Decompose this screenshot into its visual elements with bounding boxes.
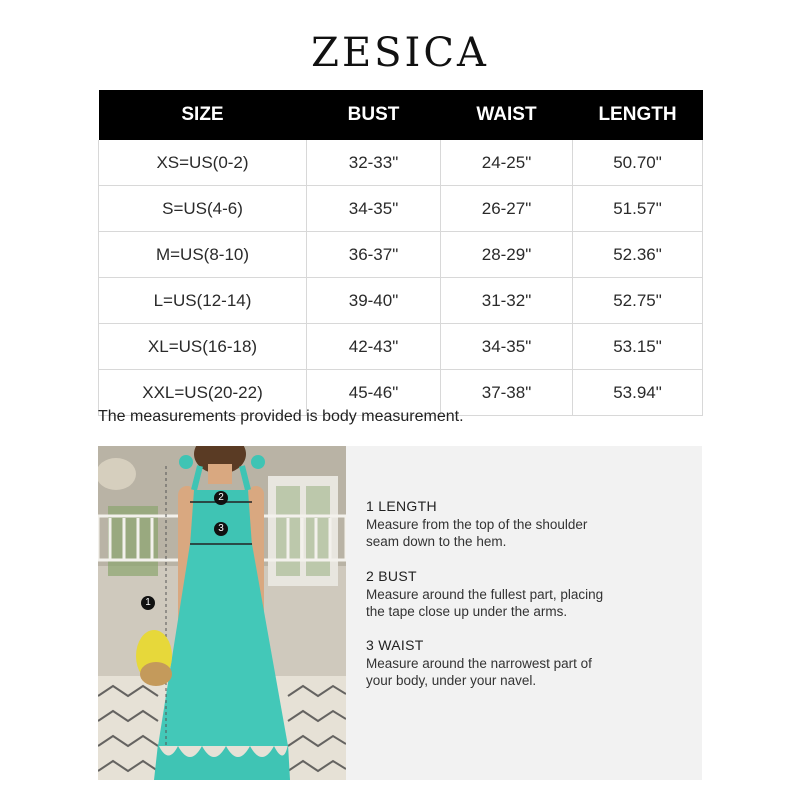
cell-waist: 28-29" <box>441 232 573 278</box>
header-size: SIZE <box>99 90 307 140</box>
model-photo <box>98 446 346 780</box>
size-chart-table <box>98 90 703 416</box>
table-row <box>99 232 703 278</box>
table-row <box>99 186 703 232</box>
guide-waist-desc-line2: your body, under your navel. <box>366 673 537 688</box>
cell-bust: 34-35" <box>307 186 441 232</box>
guide-bust-desc-line2: the tape close up under the arms. <box>366 604 568 619</box>
cell-length: 53.94" <box>573 370 703 416</box>
cell-waist: 26-27" <box>441 186 573 232</box>
cell-bust: 45-46" <box>307 370 441 416</box>
cell-bust: 32-33" <box>307 140 441 186</box>
cell-length: 50.70" <box>573 140 703 186</box>
cell-length: 53.15" <box>573 324 703 370</box>
table-row <box>99 140 703 186</box>
guide-waist-desc-line1: Measure around the narrowest part of <box>366 656 592 671</box>
marker-bust: 2 <box>214 491 228 505</box>
guide-waist <box>366 637 686 689</box>
measurement-guide-panel <box>346 446 702 780</box>
marker-length: 1 <box>141 596 155 610</box>
guide-bust <box>366 568 686 620</box>
guide-length-desc-line2: seam down to the hem. <box>366 534 507 549</box>
guide-waist-title: 3 WAIST <box>366 637 424 653</box>
cell-bust: 42-43" <box>307 324 441 370</box>
cell-waist: 34-35" <box>441 324 573 370</box>
header-waist: WAIST <box>441 90 573 140</box>
cell-size: XS=US(0-2) <box>99 140 307 186</box>
cell-size: XL=US(16-18) <box>99 324 307 370</box>
cell-length: 52.75" <box>573 278 703 324</box>
cell-waist: 24-25" <box>441 140 573 186</box>
cell-length: 52.36" <box>573 232 703 278</box>
guide-length <box>366 498 686 550</box>
cell-size: S=US(4-6) <box>99 186 307 232</box>
table-row <box>99 324 703 370</box>
header-bust: BUST <box>307 90 441 140</box>
guide-bust-title: 2 BUST <box>366 568 417 584</box>
cell-waist: 37-38" <box>441 370 573 416</box>
cell-length: 51.57" <box>573 186 703 232</box>
cell-waist: 31-32" <box>441 278 573 324</box>
cell-size: M=US(8-10) <box>99 232 307 278</box>
cell-bust: 36-37" <box>307 232 441 278</box>
guide-bust-desc-line1: Measure around the fullest part, placing <box>366 587 604 602</box>
table-header-row <box>99 90 703 140</box>
guide-length-title: 1 LENGTH <box>366 498 437 514</box>
brand-logo: ZESICA <box>311 30 489 76</box>
cell-size: XXL=US(20-22) <box>99 370 307 416</box>
measurement-note: The measurements provided is body measurement. <box>98 408 464 425</box>
cell-bust: 39-40" <box>307 278 441 324</box>
guide-length-desc-line1: Measure from the top of the shoulder <box>366 517 588 532</box>
table-row <box>99 278 703 324</box>
header-length: LENGTH <box>573 90 703 140</box>
marker-waist: 3 <box>214 522 228 536</box>
cell-size: L=US(12-14) <box>99 278 307 324</box>
